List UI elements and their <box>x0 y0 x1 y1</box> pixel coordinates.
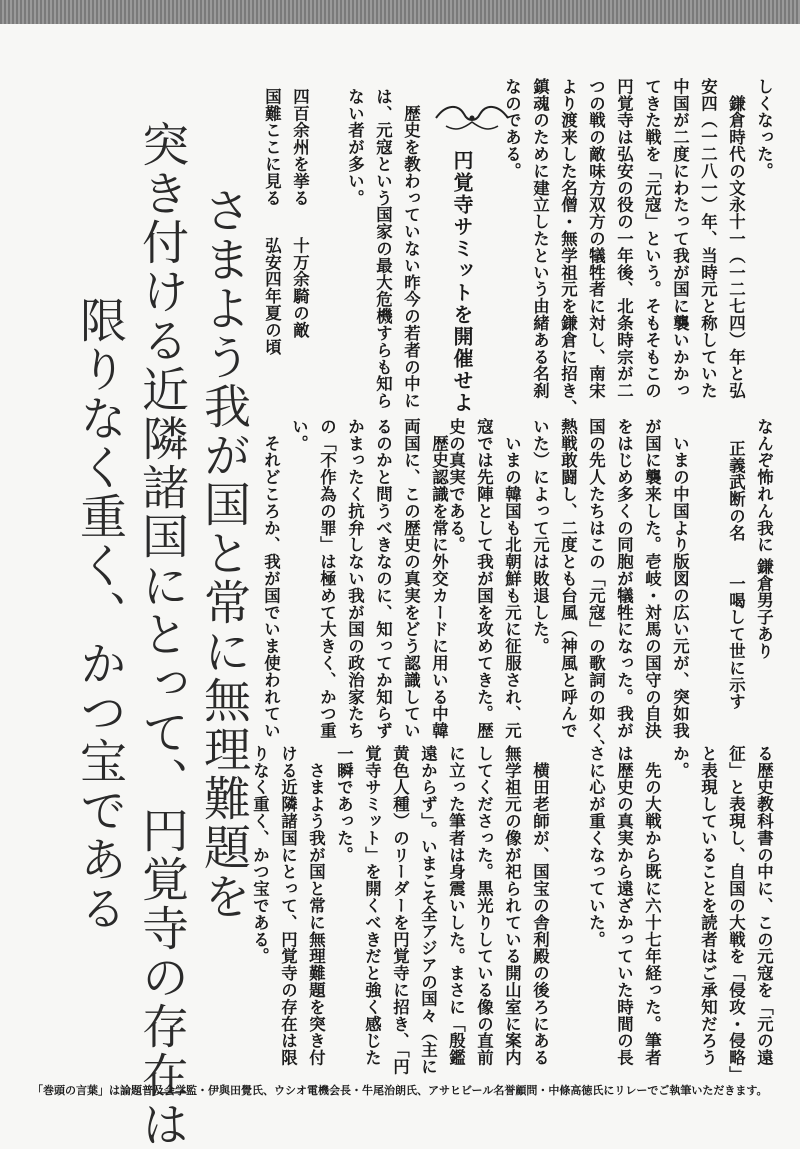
text-column: それどころか、我が国でいま使われてい <box>261 418 281 740</box>
ornament-divider <box>432 98 512 138</box>
text-column: ない者が多い。 <box>345 88 365 207</box>
text-column: 歴史を教わっていない昨今の若者の中に <box>401 88 421 410</box>
text-column: しくなった。 <box>754 78 774 180</box>
text-column: 征」と表現し、自国の大戦を「侵攻・侵略」 <box>726 745 746 1083</box>
text-column: 国の先人たちはこの「元寇」の歌詞の如く、 <box>586 418 606 756</box>
footnote: 「巻頭の言葉」は論題普及会学監・伊與田覺氏、ウシオ電機会長・牛尾治朗氏、アサヒビール名誉顧問・中條高徳氏にリレーでご執筆いただきます。 <box>32 1084 768 1097</box>
poem-line: 四百余州を挙る <box>290 88 310 207</box>
poem-line: 国難ここに見る <box>262 88 282 207</box>
text-column: 一瞬であった。 <box>334 745 354 864</box>
text-column: りなく重く、かつ宝である。 <box>250 745 270 965</box>
text-column: 覚寺サミット」を開くべきだと強く感じた <box>362 745 382 1067</box>
poem-line: 正義武断の名 <box>726 440 746 542</box>
text-column: は歴史の真実から遠ざかっていた時間の長 <box>614 745 634 1067</box>
text-column: か。 <box>670 745 690 779</box>
text-column: が国に襲来した。壱岐・対馬の国守の自決 <box>642 418 662 740</box>
text-column: 中国が二度にわたって我が国に襲いかかっ <box>670 78 690 400</box>
text-column: い。 <box>289 418 309 452</box>
text-column: 安四（一二八一）年、当時元と称していた <box>698 78 718 400</box>
text-column: に立った筆者は身震いした。まさに「殷鑑 <box>446 745 466 1067</box>
text-column: は、元寇という国家の最大危機すらも知ら <box>373 88 393 410</box>
text-column: してくださった。黒光りしている像の直前 <box>474 745 494 1067</box>
poem-line: 鎌倉男子あり <box>754 558 774 660</box>
text-column: なのである。 <box>502 78 522 180</box>
hero-line-1: さまよう我が国と常に無理難題を <box>196 186 251 921</box>
text-column: かまったく抗弁しない我が国の政治家たち <box>345 418 365 740</box>
text-column: をはじめ多くの同胞が犠牲になった。我が <box>614 418 634 740</box>
top-border <box>0 0 800 24</box>
text-column: 円覚寺は弘安の役の一年後、北条時宗が二 <box>614 78 634 400</box>
text-column: さに心が重くなっていた。 <box>586 745 606 948</box>
text-column: 両国に、この歴史の真実をどう認識してい <box>401 418 421 740</box>
hero-line-2: 突き付ける近隣諸国にとって、円覚寺の存在は <box>134 120 189 1149</box>
text-column: 横田老師が、国宝の舎利殿の後ろにある <box>530 745 550 1067</box>
text-column: 鎮魂のために建立したという由緒ある名刹 <box>530 78 550 400</box>
text-column: てきた戦を「元寇」という。そもそもこの <box>642 78 662 400</box>
section-heading: 円覚寺サミットを開催せよ <box>450 150 474 414</box>
hero-line-3: 限りなく重く、かつ宝である <box>72 296 127 933</box>
text-column: 黄色人種）のリーダーを円覚寺に招き、「円 <box>390 745 410 1075</box>
text-column: いまの韓国も北朝鮮も元に征服され、元 <box>502 418 522 740</box>
text-column: 遠からず」。いまこそ全アジアの国々（主に <box>418 745 438 1075</box>
text-column: 先の大戦から既に六十七年経った。筆者 <box>642 745 662 1067</box>
text-column: いた）によって元は敗退した。 <box>530 418 550 655</box>
text-column: ける近隣諸国にとって、円覚寺の存在は限 <box>278 745 298 1067</box>
poem-line: 弘安四年夏の頃 <box>262 237 282 356</box>
text-column: つの戦の敵味方双方の犠牲者に対し、南宋 <box>586 78 606 400</box>
text-column: る歴史教科書の中に、この元寇を「元の遠 <box>754 745 774 1067</box>
text-column: 鎌倉時代の文永十一（一二七四）年と弘 <box>726 78 746 400</box>
poem-line: なんぞ怖れん我に <box>754 418 774 554</box>
text-column: 史の真実である。 <box>446 418 466 554</box>
poem-line: 一喝して世に示す <box>726 575 746 711</box>
text-column: 寇では先陣として我が国を攻めてきた。歴 <box>474 418 494 740</box>
text-column: 無学祖元の像が祀られている開山室に案内 <box>502 745 522 1067</box>
text-column: いまの中国より版図の広い元が、突如我 <box>670 418 690 740</box>
poem-line: 十万余騎の敵 <box>290 237 310 339</box>
text-column: 歴史認識を常に外交カードに用いる中韓 <box>429 418 449 740</box>
text-column: さまよう我が国と常に無理難題を突き付 <box>306 745 326 1067</box>
text-column: より渡来した名僧・無学祖元を鎌倉に招き、 <box>558 78 578 416</box>
text-column: るのかと問うべきなのに、知ってか知らず <box>373 418 393 740</box>
text-column: の「不作為の罪」は極めて大きく、かつ重 <box>317 418 337 740</box>
text-column: と表現していることを読者はご承知だろう <box>698 745 718 1067</box>
text-column: 熱戦敢闘し、二度とも台風（神風と呼んで <box>558 418 578 740</box>
